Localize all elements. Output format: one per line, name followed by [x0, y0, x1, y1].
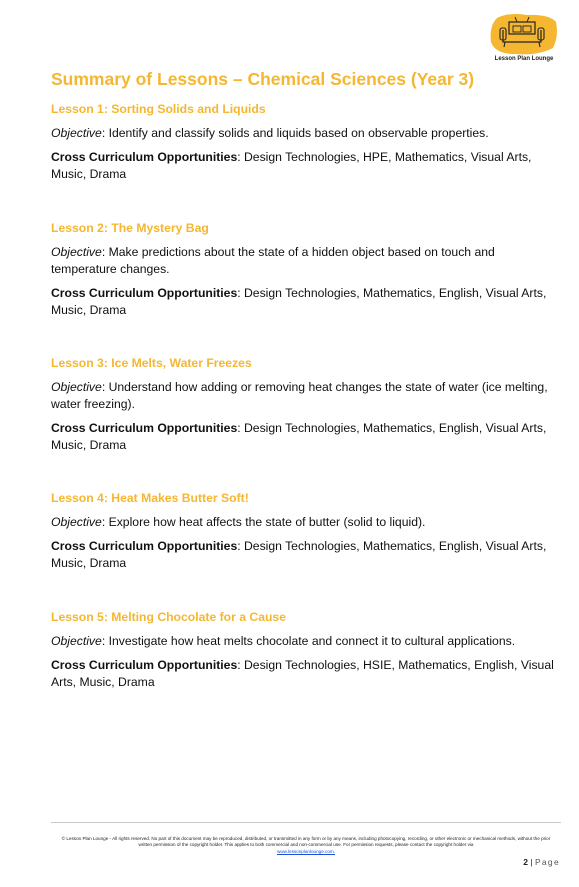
lesson-section: [51, 221, 561, 326]
footer-divider: [51, 822, 561, 823]
objective-label: Objective: [51, 380, 102, 394]
lesson-section: [51, 102, 561, 190]
footer-copyright: [56, 836, 556, 855]
lesson-section: [51, 610, 561, 698]
page-number: [490, 857, 560, 867]
cross-curriculum-label: Cross Curriculum Opportunities: [51, 286, 238, 300]
cross-curriculum-text: : Design Technologies, Mathematics, English, Visual Arts, Music, Drama: [51, 286, 547, 317]
page-word: Page: [534, 857, 560, 867]
cross-curriculum-text: : Design Technologies, HSIE, Mathematics, English, Visual Arts, Music, Drama: [51, 658, 554, 689]
cross-curriculum-text: : Design Technologies, Mathematics, English, Visual Arts, Music, Drama: [51, 539, 547, 570]
lesson-section: [51, 491, 561, 579]
lesson-objective: [51, 244, 561, 278]
lesson-cross-curriculum: [51, 657, 561, 691]
objective-text: : Investigate how heat melts chocolate and connect it to cultural applications.: [101, 634, 516, 648]
logo-text: Lesson Plan Lounge: [494, 56, 554, 62]
objective-label: Objective: [51, 634, 102, 648]
page-number-value: 2: [523, 857, 528, 867]
objective-label: Objective: [51, 515, 102, 529]
lesson-cross-curriculum: [51, 538, 561, 572]
page-number-separator: |: [528, 857, 535, 867]
lesson-cross-curriculum: [51, 420, 561, 454]
footer-copyright-text: © Lesson Plan Lounge - All rights reserved. No part of this document may be reproduced, distributed, or transmitted in any form or by any means, including photocopying, recording, or other electronic or mechanical methods, without the prior written permission of the copyright holder. This applies to both commercial and non-commercial use. For permission requests, please contact the copyright holder via: [61, 836, 551, 848]
cross-curriculum-text: : Design Technologies, HPE, Mathematics, Visual Arts, Music, Drama: [51, 150, 532, 181]
lesson-cross-curriculum: [51, 149, 561, 183]
lesson-objective: [51, 379, 561, 413]
sofa-icon: [489, 12, 559, 58]
objective-text: : Understand how adding or removing heat changes the state of water (ice melting, water freezing).: [51, 380, 548, 411]
lesson-title: Lesson 4: Heat Makes Butter Soft!: [51, 491, 249, 505]
lesson-plan-lounge-logo: [489, 12, 559, 68]
cross-curriculum-text: : Design Technologies, Mathematics, English, Visual Arts, Music, Drama: [51, 421, 547, 452]
lesson-cross-curriculum: [51, 285, 561, 319]
lesson-objective: [51, 514, 561, 531]
cross-curriculum-label: Cross Curriculum Opportunities: [51, 150, 238, 164]
footer-website-link[interactable]: www.lessonplanlounge.com.: [277, 848, 335, 854]
objective-label: Objective: [51, 126, 102, 140]
objective-text: : Identify and classify solids and liquids based on observable properties.: [101, 126, 489, 140]
lesson-title: Lesson 1: Sorting Solids and Liquids: [51, 102, 266, 116]
cross-curriculum-label: Cross Curriculum Opportunities: [51, 539, 238, 553]
lesson-objective: [51, 125, 561, 142]
lesson-section: [51, 356, 561, 461]
lesson-title: Lesson 3: Ice Melts, Water Freezes: [51, 356, 252, 370]
lesson-objective: [51, 633, 561, 650]
lesson-title: Lesson 5: Melting Chocolate for a Cause: [51, 610, 286, 624]
objective-text: : Make predictions about the state of a hidden object based on touch and temperature changes.: [51, 245, 495, 276]
objective-text: : Explore how heat affects the state of butter (solid to liquid).: [101, 515, 426, 529]
objective-label: Objective: [51, 245, 102, 259]
cross-curriculum-label: Cross Curriculum Opportunities: [51, 658, 238, 672]
lesson-title: Lesson 2: The Mystery Bag: [51, 221, 209, 235]
cross-curriculum-label: Cross Curriculum Opportunities: [51, 421, 238, 435]
page-title: Summary of Lessons – Chemical Sciences (Year 3): [51, 69, 475, 89]
